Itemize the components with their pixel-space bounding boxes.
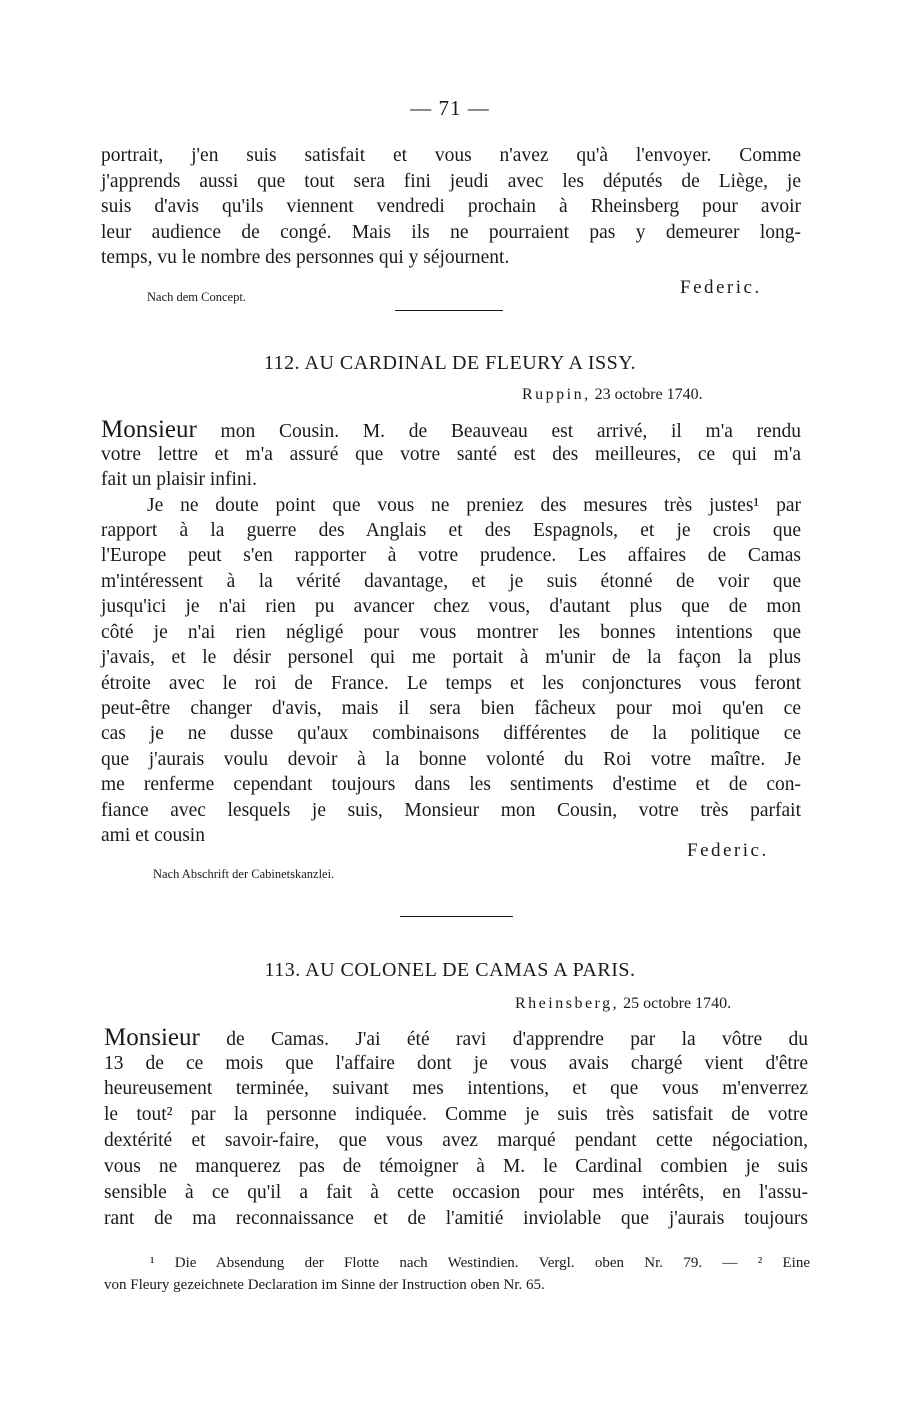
dateline-place: Rheinsberg, <box>515 995 620 1012</box>
text-line: dextérité et savoir-faire, que vous avez marqué pendant cette négociation, <box>104 1130 808 1151</box>
text-line: temps, vu le nombre des personnes qui y séjournent. <box>101 247 510 268</box>
text-line: l'Europe peut s'en rapporter à votre prudence. Les affaires de Camas <box>101 545 801 566</box>
letter-heading: 113. AU COLONEL DE CAMAS A PARIS. <box>264 959 636 981</box>
dateline-place: Ruppin, <box>522 386 591 403</box>
text-line: que j'aurais voulu devoir à la bonne volonté du Roi votre maître. Je <box>101 749 801 770</box>
text-line: leur audience de congé. Mais ils ne pourraient pas y demeurer long- <box>101 222 801 243</box>
text-line: côté je n'ai rien négligé pour vous montrer les bonnes intentions que <box>101 622 801 643</box>
text-line: vous ne manquerez pas de témoigner à M. le Cardinal combien je suis <box>104 1156 808 1177</box>
letter-heading: 112. AU CARDINAL DE FLEURY A ISSY. <box>263 352 637 374</box>
dateline-date: 25 octobre 1740. <box>623 995 732 1012</box>
text-line: fiance avec lesquels je suis, Monsieur mon Cousin, votre très parfait <box>101 800 801 821</box>
text-line: sensible à ce qu'il a fait à cette occasion pour mes intérêts, en l'assu- <box>104 1182 808 1203</box>
text-line: portrait, j'en suis satisfait et vous n'avez qu'à l'envoyer. Comme <box>101 145 801 166</box>
text-line <box>104 1025 808 1052</box>
footnote: von Fleury gezeichnete Declaration im Sinne der Instruction oben Nr. 65. <box>104 1277 545 1293</box>
dateline <box>522 386 703 404</box>
text-line: cas je ne dusse qu'aux combinaisons différentes de la politique ce <box>101 723 801 744</box>
signature: Federic. <box>680 277 762 298</box>
text-line: fait un plaisir infini. <box>101 469 257 490</box>
source-note: Nach dem Concept. <box>147 290 246 304</box>
text-line: heureusement terminée, suivant mes intentions, et que vous m'enverrez <box>104 1078 808 1099</box>
text-line: peut-être changer d'avis, mais il sera bien fâcheux pour moi qu'en ce <box>101 698 801 719</box>
section-divider <box>395 310 503 311</box>
text-line: rapport à la guerre des Anglais et des Espagnols, et je crois que <box>101 520 801 541</box>
salutation: Monsieur <box>104 1024 200 1051</box>
text-line: le tout² par la personne indiquée. Comme je suis très satisfait de votre <box>104 1104 808 1125</box>
text-span: mon Cousin. M. de Beauveau est arrivé, il m'a rendu <box>196 421 801 442</box>
section-divider <box>400 916 513 917</box>
dateline-date: 23 octobre 1740. <box>594 386 703 403</box>
text-line: rant de ma reconnaissance et de l'amitié inviolable que j'aurais toujours <box>104 1208 808 1229</box>
dateline <box>515 995 731 1013</box>
text-line: 13 de ce mois que l'affaire dont je vous avais chargé vient d'être <box>104 1053 808 1074</box>
source-note: Nach Abschrift der Cabinetskanzlei. <box>153 867 335 881</box>
text-line: me renferme cependant toujours dans les sentiments d'estime et de con- <box>101 774 801 795</box>
salutation: Monsieur <box>101 416 197 443</box>
text-line: m'intéressent à la vérité davantage, et je suis étonné de voir que <box>101 571 801 592</box>
text-line: suis d'avis qu'ils viennent vendredi prochain à Rheinsberg pour avoir <box>101 196 801 217</box>
text-line: j'avais, et le désir personel qui me portait à m'unir de la façon la plus <box>101 647 801 668</box>
text-line: Je ne doute point que vous ne preniez des mesures très justes¹ par <box>147 495 801 516</box>
text-line: ami et cousin <box>101 825 205 846</box>
text-span: de Camas. J'ai été ravi d'apprendre par la vôtre du <box>199 1029 808 1050</box>
signature: Federic. <box>687 840 769 861</box>
footnote: ¹ Die Absendung der Flotte nach Westindien. Vergl. oben Nr. 79. — ² Eine <box>150 1255 810 1271</box>
text-line: votre lettre et m'a assuré que votre santé est des meilleures, ce qui m'a <box>101 444 801 465</box>
text-line: jusqu'ici je n'ai rien pu avancer chez vous, d'autant plus que de mon <box>101 596 801 617</box>
text-line <box>101 417 801 444</box>
text-line: étroite avec le roi de France. Le temps et les conjonctures vous feront <box>101 673 801 694</box>
page-number: — 71 — <box>410 96 490 120</box>
text-line: j'apprends aussi que tout sera fini jeudi avec les députés de Liège, je <box>101 171 801 192</box>
